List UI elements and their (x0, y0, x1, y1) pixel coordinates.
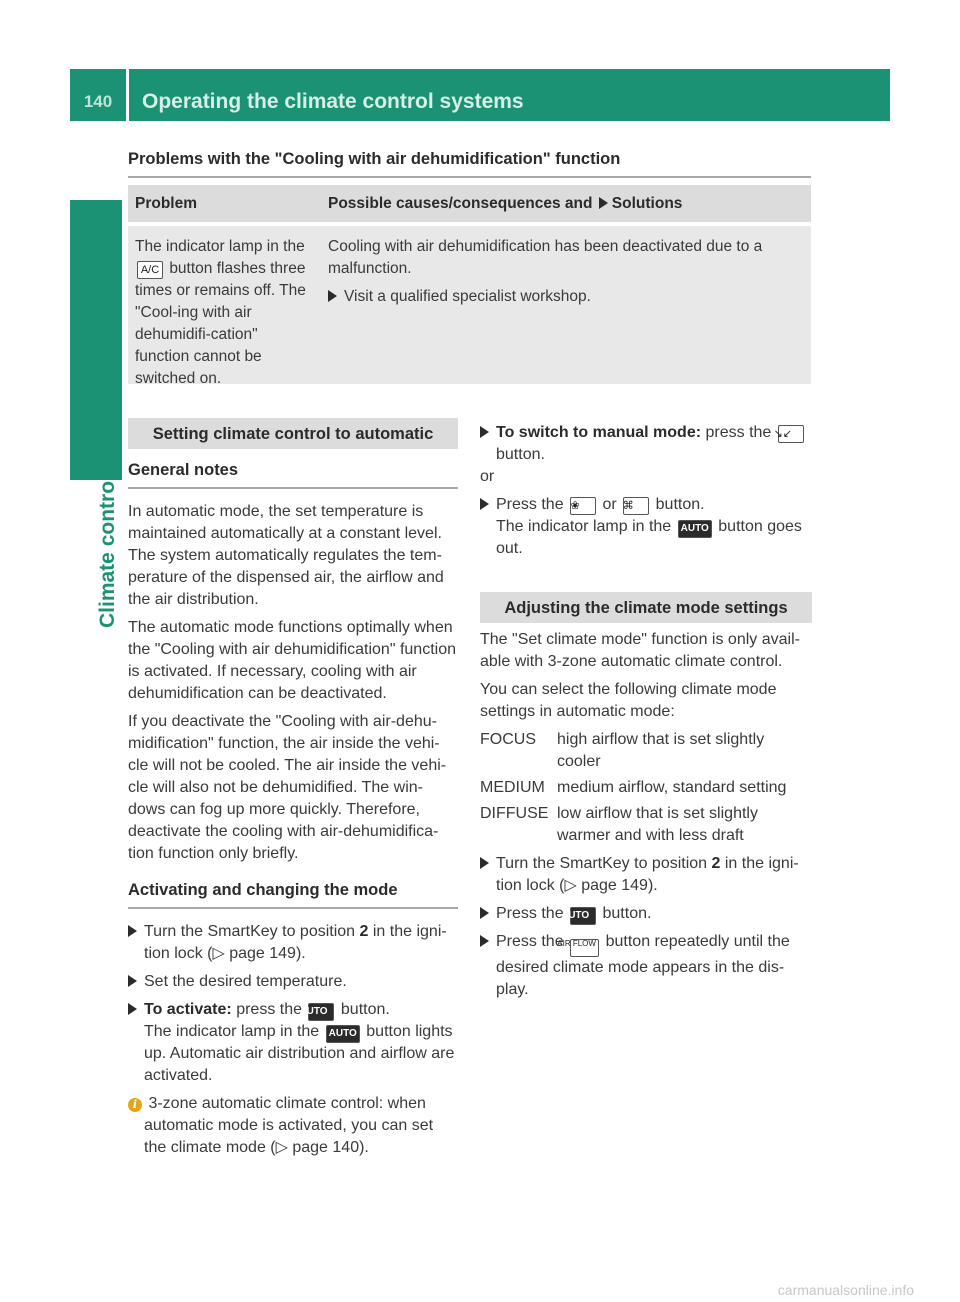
step-note: The indicator lamp in the AUTO button goes out. (496, 518, 802, 557)
left-column (128, 418, 458, 1165)
info-note: i 3-zone automatic climate control: when automatic mode is activated, you can set the climate mode (▷ page 140). (128, 1093, 458, 1159)
chapter-title: Operating the climate control systems (142, 90, 524, 113)
airflow-up-key-icon: ⌘ (623, 497, 649, 515)
list-item: DIFFUSE low airflow that is set slightly warmer and with less draft (480, 805, 758, 844)
paragraph: You can select the following climate mode settings in automatic mode: (480, 681, 777, 720)
paragraph: The automatic mode functions optimally when the "Cooling with air dehumidification" function is activated. If necessary, cooling with air dehumidification can be deactivated. (128, 619, 456, 702)
step-item: To switch to manual mode: press the ↘↙ button. (480, 422, 812, 466)
arrow-icon (480, 907, 489, 919)
step-item: To activate: press the AUTO button. (128, 999, 458, 1021)
problem-text-1: The indicator lamp in the (135, 238, 305, 255)
auto-key-icon: AUTO (326, 1025, 360, 1043)
page-number: 140 (83, 92, 113, 111)
step-item: Turn the SmartKey to position 2 in the igni-tion lock (▷ page 149). (128, 921, 458, 965)
col-solutions-pre: Possible causes/consequences and (328, 195, 593, 212)
manual-key-icon: ↘↙ (778, 425, 804, 443)
table-header (128, 185, 811, 222)
auto-key-icon: AUTO (678, 520, 712, 538)
arrow-icon (599, 197, 608, 209)
arrow-icon (128, 975, 137, 987)
info-icon: i (128, 1098, 142, 1112)
col-solutions (314, 185, 811, 222)
paragraph: In automatic mode, the set temperature is maintained automatically at a constant level. The system automatically regulates the tem-perature of the dispensed air, the airflow and the air distribution. (128, 503, 444, 608)
side-tab-label: Climate control (96, 475, 119, 628)
right-column (480, 422, 812, 1007)
list-item: FOCUS high airflow that is set slightly cooler (480, 731, 765, 770)
activating-heading: Activating and changing the mode (128, 879, 458, 909)
col-problem: Problem (135, 195, 198, 212)
step-item: Set the desired temperature. (128, 971, 458, 993)
arrow-icon (328, 290, 337, 302)
page-header (70, 69, 890, 121)
paragraph: The "Set climate mode" function is only avail-able with 3-zone automatic climate control. (480, 631, 800, 670)
problems-title: Problems with the "Cooling with air dehumidification" function (128, 150, 621, 168)
section-heading-climate-mode: Adjusting the climate mode settings (480, 592, 812, 623)
problems-table (128, 185, 811, 387)
mode-list (480, 729, 812, 847)
arrow-icon (128, 1003, 137, 1015)
solution-text: Visit a qualified specialist workshop. (344, 288, 591, 305)
divider (128, 176, 811, 178)
ac-key-icon: A/C (137, 261, 163, 279)
paragraph: If you deactivate the "Cooling with air-dehu-midification" function, the air inside the vehi-cle will not be cooled. The air inside the vehi-cle will also not be dehumidified. The win-dows can fog up more quickly. Therefore, deactivate the cooling with air-dehumidifica-tion function only briefly. (128, 713, 447, 862)
section-heading-automatic: Setting climate control to automatic (128, 418, 458, 449)
problem-text-2: button flashes three times or remains off. The "Cool-ing with air dehumidifi-cation" function cannot be switched on. (135, 260, 306, 387)
solution-step (328, 286, 811, 308)
col-solutions-post: Solutions (611, 195, 683, 212)
or-text: or (480, 468, 495, 485)
auto-key-icon: AUTO (308, 1003, 334, 1021)
header-divider (126, 69, 129, 121)
arrow-icon (480, 498, 489, 510)
airflow-down-key-icon: ❀ (570, 497, 596, 515)
airflow-key-icon: AIR FLOW (570, 939, 599, 957)
step-item: Press the AUTO button. (480, 903, 812, 925)
auto-key-icon: AUTO (570, 907, 596, 925)
list-item: MEDIUM medium airflow, standard setting (480, 779, 787, 796)
arrow-icon (480, 426, 489, 438)
step-note: The indicator lamp in the AUTO button lights up. Automatic air distribution and airflow are activated. (144, 1023, 455, 1084)
problem-cell (128, 226, 314, 387)
step-item: Press the ❀ or ⌘ button. (480, 494, 812, 516)
step-item: Turn the SmartKey to position 2 in the igni-tion lock (▷ page 149). (480, 853, 812, 897)
cause-text: Cooling with air dehumidification has been deactivated due to a malfunction. (328, 238, 763, 277)
step-item: Press the AIR FLOW button repeatedly until the desired climate mode appears in the dis-play. (480, 931, 812, 1001)
general-notes-heading: General notes (128, 459, 458, 489)
arrow-icon (480, 935, 489, 947)
arrow-icon (128, 925, 137, 937)
arrow-icon (480, 857, 489, 869)
table-row (128, 226, 811, 387)
watermark: carmanualsonline.info (777, 1282, 914, 1298)
solution-cell (320, 226, 811, 384)
